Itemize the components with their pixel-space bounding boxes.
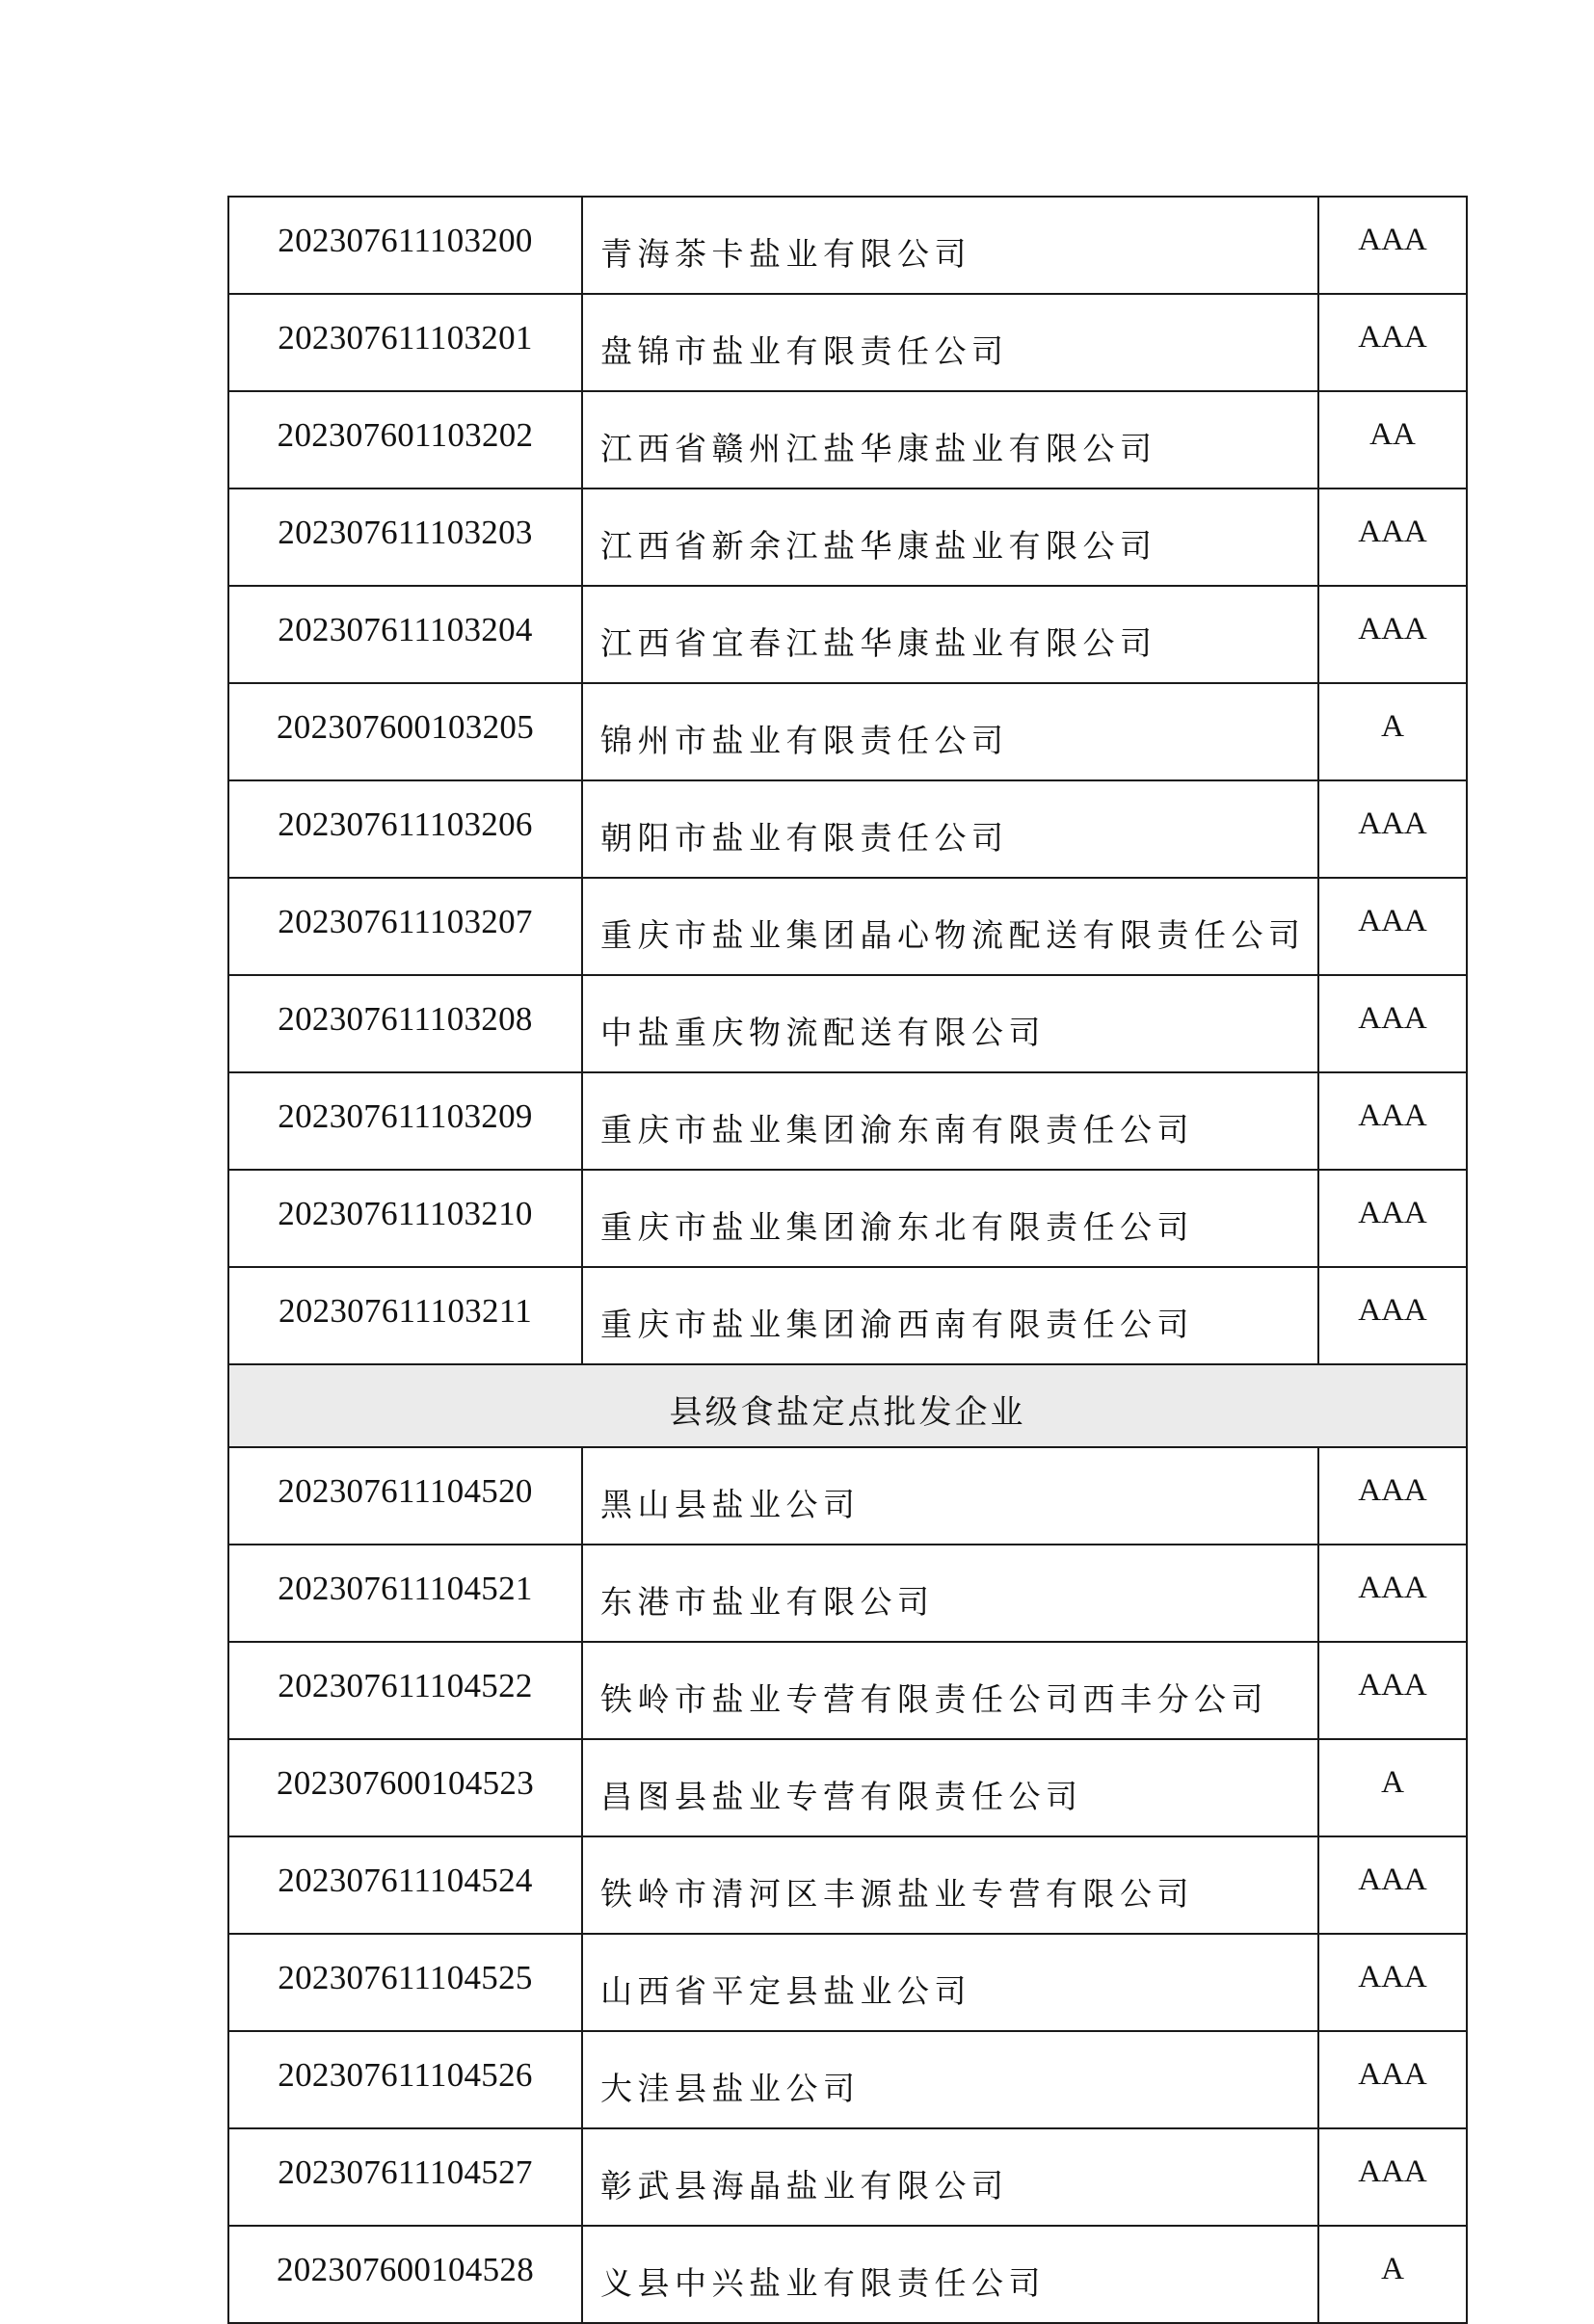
table-row: [228, 391, 1467, 489]
enterprise-name-cell: 江西省宜春江盐华康盐业有限公司: [582, 586, 1318, 683]
table-row: [228, 1642, 1467, 1739]
enterprise-code-cell: 202307611103211: [228, 1267, 582, 1364]
enterprise-name-cell: 彰武县海晶盐业有限公司: [582, 2128, 1318, 2226]
credit-grade-cell: AAA: [1318, 2031, 1467, 2128]
enterprise-code-cell: 202307611103203: [228, 489, 582, 586]
table-row: [228, 1545, 1467, 1642]
enterprise-name-cell: 重庆市盐业集团渝西南有限责任公司: [582, 1267, 1318, 1364]
credit-grade-cell: AAA: [1318, 197, 1467, 294]
enterprise-code-cell: 202307611103204: [228, 586, 582, 683]
table-row: [228, 1739, 1467, 1836]
enterprise-code-cell: 202307611103210: [228, 1170, 582, 1267]
enterprise-name-cell: 东港市盐业有限公司: [582, 1545, 1318, 1642]
credit-grade-cell: A: [1318, 2226, 1467, 2323]
credit-grade-cell: AAA: [1318, 586, 1467, 683]
credit-grade-cell: AAA: [1318, 1545, 1467, 1642]
enterprise-name-cell: 江西省新余江盐华康盐业有限公司: [582, 489, 1318, 586]
table-row: [228, 780, 1467, 878]
credit-rating-table: [227, 196, 1468, 2324]
enterprise-name-cell: 重庆市盐业集团渝东北有限责任公司: [582, 1170, 1318, 1267]
enterprise-code-cell: 202307611104522: [228, 1642, 582, 1739]
credit-grade-cell: AAA: [1318, 780, 1467, 878]
credit-grade-cell: AAA: [1318, 489, 1467, 586]
table-row: [228, 2128, 1467, 2226]
table-row: [228, 2031, 1467, 2128]
enterprise-code-cell: 202307611103200: [228, 197, 582, 294]
enterprise-name-cell: 锦州市盐业有限责任公司: [582, 683, 1318, 780]
credit-grade-cell: AAA: [1318, 1642, 1467, 1739]
enterprise-code-cell: 202307611104526: [228, 2031, 582, 2128]
credit-grade-cell: AAA: [1318, 1072, 1467, 1170]
table-row: [228, 586, 1467, 683]
credit-grade-cell: AAA: [1318, 1934, 1467, 2031]
section-header-row: [228, 1364, 1467, 1447]
enterprise-name-cell: 朝阳市盐业有限责任公司: [582, 780, 1318, 878]
enterprise-code-cell: 202307600104528: [228, 2226, 582, 2323]
enterprise-code-cell: 202307611104521: [228, 1545, 582, 1642]
enterprise-code-cell: 202307611104527: [228, 2128, 582, 2226]
enterprise-name-cell: 义县中兴盐业有限责任公司: [582, 2226, 1318, 2323]
credit-grade-cell: AAA: [1318, 975, 1467, 1072]
table-row: [228, 878, 1467, 975]
enterprise-name-cell: 黑山县盐业公司: [582, 1447, 1318, 1545]
enterprise-code-cell: 202307601103202: [228, 391, 582, 489]
enterprise-code-cell: 202307611103209: [228, 1072, 582, 1170]
table-row: [228, 2226, 1467, 2323]
table-row: [228, 1447, 1467, 1545]
table-row: [228, 489, 1467, 586]
credit-grade-cell: A: [1318, 1739, 1467, 1836]
enterprise-name-cell: 盘锦市盐业有限责任公司: [582, 294, 1318, 391]
enterprise-name-cell: 重庆市盐业集团晶心物流配送有限责任公司: [582, 878, 1318, 975]
enterprise-code-cell: 202307600103205: [228, 683, 582, 780]
enterprise-name-cell: 重庆市盐业集团渝东南有限责任公司: [582, 1072, 1318, 1170]
table-row: [228, 1934, 1467, 2031]
table-row: [228, 1267, 1467, 1364]
table-row: [228, 975, 1467, 1072]
table-row: [228, 294, 1467, 391]
enterprise-name-cell: 铁岭市清河区丰源盐业专营有限公司: [582, 1836, 1318, 1934]
table-row: [228, 1170, 1467, 1267]
credit-grade-cell: AAA: [1318, 2128, 1467, 2226]
enterprise-name-cell: 铁岭市盐业专营有限责任公司西丰分公司: [582, 1642, 1318, 1739]
credit-grade-cell: A: [1318, 683, 1467, 780]
credit-grade-cell: AAA: [1318, 878, 1467, 975]
enterprise-name-cell: 江西省赣州江盐华康盐业有限公司: [582, 391, 1318, 489]
credit-grade-cell: AAA: [1318, 1836, 1467, 1934]
enterprise-code-cell: 202307611103208: [228, 975, 582, 1072]
enterprise-name-cell: 中盐重庆物流配送有限公司: [582, 975, 1318, 1072]
credit-grade-cell: AAA: [1318, 294, 1467, 391]
enterprise-code-cell: 202307611104525: [228, 1934, 582, 2031]
enterprise-name-cell: 山西省平定县盐业公司: [582, 1934, 1318, 2031]
enterprise-name-cell: 昌图县盐业专营有限责任公司: [582, 1739, 1318, 1836]
table-body: [228, 197, 1467, 2323]
section-title: 县级食盐定点批发企业: [228, 1364, 1467, 1447]
credit-grade-cell: AAA: [1318, 1170, 1467, 1267]
enterprise-code-cell: 202307611103207: [228, 878, 582, 975]
enterprise-name-cell: 青海茶卡盐业有限公司: [582, 197, 1318, 294]
table-row: [228, 1072, 1467, 1170]
credit-grade-cell: AAA: [1318, 1267, 1467, 1364]
credit-grade-cell: AA: [1318, 391, 1467, 489]
credit-grade-cell: AAA: [1318, 1447, 1467, 1545]
table-row: [228, 197, 1467, 294]
enterprise-code-cell: 202307611103201: [228, 294, 582, 391]
enterprise-code-cell: 202307600104523: [228, 1739, 582, 1836]
enterprise-code-cell: 202307611103206: [228, 780, 582, 878]
table-row: [228, 683, 1467, 780]
enterprise-code-cell: 202307611104524: [228, 1836, 582, 1934]
enterprise-code-cell: 202307611104520: [228, 1447, 582, 1545]
enterprise-name-cell: 大洼县盐业公司: [582, 2031, 1318, 2128]
table-row: [228, 1836, 1467, 1934]
